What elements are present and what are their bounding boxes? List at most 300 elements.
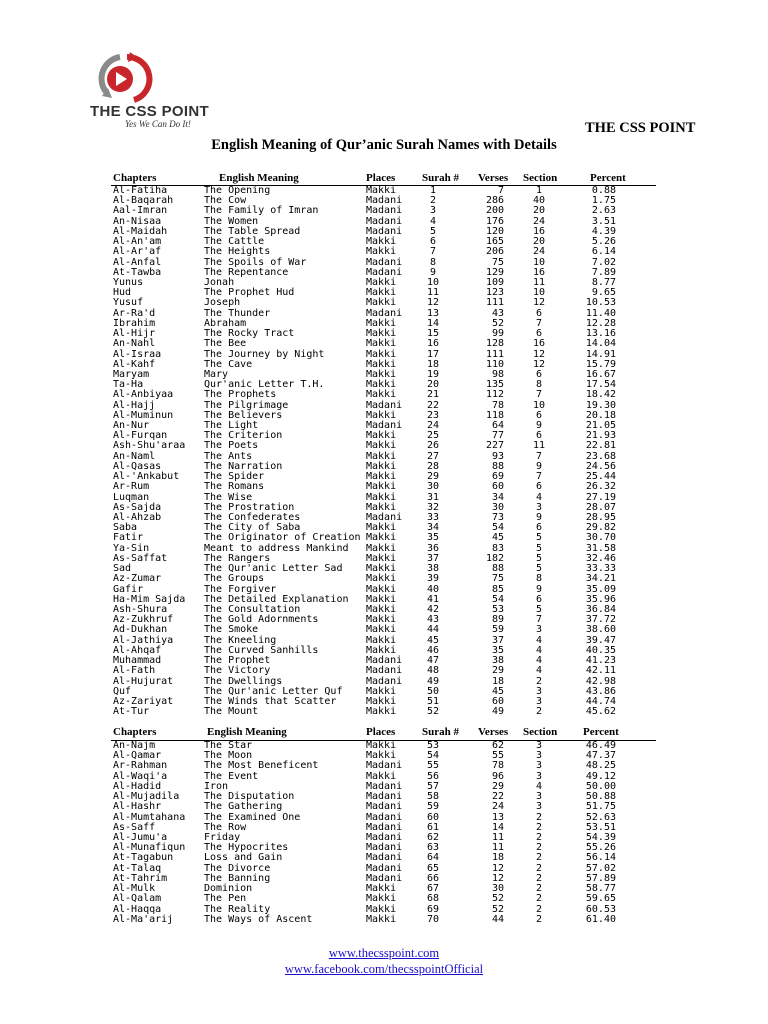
section-cell: 6 [535,522,543,534]
section-cell: 6 [535,430,543,442]
table-row [0,247,768,257]
english-meaning-cell: Meant to address Mankind [204,542,349,554]
percent-cell: 37.72 [585,614,616,626]
section-cell: 2 [535,903,543,915]
percent-cell: 35.09 [585,583,616,595]
english-meaning-cell: The Pen [204,893,247,905]
place-cell: Madani [366,842,403,854]
verses-cell: 78 [491,399,504,411]
surah-number-cell: 33 [426,512,440,523]
english-meaning-cell: The Cave [204,358,253,370]
section-cell: 10 [532,287,546,299]
english-meaning-cell: The Most Beneficent [204,760,319,772]
section-cell: 20 [532,205,546,217]
section-cell: 5 [535,603,543,615]
chapter-cell: Ta-Ha [113,379,144,391]
place-cell: Madani [366,225,403,237]
verses-cell: 18 [491,852,504,864]
section-cell: 6 [535,481,543,493]
chapter-cell: Al-Haqqa [113,903,162,915]
percent-cell: 28.95 [585,512,616,523]
chapter-cell: Al-An'am [113,236,162,248]
percent-cell: 21.05 [585,420,616,432]
section-cell: 3 [535,760,543,772]
english-meaning-cell: The Wise [204,491,253,503]
surah-number-cell: 28 [426,460,440,472]
surah-number-cell: 14 [426,317,440,329]
section-cell: 16 [532,266,546,278]
column-header-verses: Verses [478,726,509,738]
chapter-cell: Ad-Dukhan [113,624,168,636]
chapter-cell: Al-Kahf [113,358,156,370]
percent-cell: 8.77 [591,276,616,288]
english-meaning-cell: The Moon [204,750,253,762]
english-meaning-cell: The Gold Adornments [204,614,319,626]
chapter-cell: Muhammad [113,655,162,667]
verses-cell: 93 [491,450,504,462]
place-cell: Makki [366,276,397,288]
surah-number-cell: 4 [429,215,437,227]
section-cell: 2 [535,893,543,905]
website-link[interactable]: www.thecsspoint.com [328,946,440,960]
chapter-cell: An-Naml [113,450,156,462]
surah-number-cell: 27 [426,450,440,462]
surah-number-cell: 69 [426,903,440,915]
percent-cell: 7.89 [591,266,616,278]
place-cell: Makki [366,583,397,595]
verses-cell: 12 [491,862,504,874]
english-meaning-cell: The Spoils of War [204,256,307,268]
surah-number-cell: 52 [426,706,440,718]
percent-cell: 56.14 [585,852,616,864]
place-cell: Makki [366,903,397,915]
surah-number-cell: 3 [429,205,437,217]
place-cell: Madani [366,801,403,813]
section-cell: 10 [532,256,546,268]
percent-cell: 27.19 [585,491,616,503]
verses-cell: 96 [491,770,504,782]
place-cell: Madani [366,852,403,864]
chapter-cell: Al-Qalam [113,893,162,905]
verses-cell: 11 [491,842,504,854]
percent-cell: 19.30 [585,399,616,411]
surah-number-cell: 61 [426,821,440,833]
surah-number-cell: 30 [426,481,440,493]
verses-cell: 118 [485,409,504,421]
english-meaning-cell: The Thunder [204,307,271,319]
place-cell: Makki [366,593,397,605]
place-cell: Makki [366,563,397,575]
english-meaning-cell: The Victory [204,665,271,677]
verses-cell: 22 [491,791,504,803]
verses-cell: 54 [491,522,504,534]
percent-cell: 30.70 [585,532,616,544]
surah-number-cell: 67 [426,883,440,895]
chapter-cell: Ya-Sin [113,542,150,554]
place-cell: Madani [366,831,403,843]
english-meaning-cell: The Spider [204,471,265,483]
section-cell: 2 [535,862,543,874]
percent-cell: 54.39 [585,831,616,843]
section-cell: 7 [535,614,543,626]
place-cell: Makki [366,389,397,401]
english-meaning-cell: The Consultation [204,603,301,615]
chapter-cell: At-Tagabun [113,852,174,864]
percent-cell: 15.79 [585,358,616,370]
percent-cell: 7.02 [591,256,616,268]
section-cell: 2 [535,842,543,854]
percent-cell: 50.00 [585,780,616,792]
verses-cell: 62 [491,740,504,751]
verses-cell: 11 [491,831,504,843]
verses-cell: 89 [491,614,504,626]
percent-cell: 48.25 [585,760,616,772]
english-meaning-cell: The Rangers [204,552,271,564]
english-meaning-cell: The Table Spread [204,225,301,237]
surah-number-cell: 64 [426,852,440,864]
surah-number-cell: 1 [429,185,437,196]
english-meaning-cell: The Banning [204,872,271,884]
english-meaning-cell: The Groups [204,573,265,585]
verses-cell: 29 [491,665,504,677]
english-meaning-cell: The Rocky Tract [204,328,295,340]
english-meaning-cell: The Divorce [204,862,271,874]
english-meaning-cell: Loss and Gain [204,852,283,864]
surah-number-cell: 51 [426,695,440,707]
verses-cell: 75 [491,573,504,585]
table-row [0,666,768,676]
surah-number-cell: 13 [426,307,440,319]
section-cell: 3 [535,685,543,697]
place-cell: Makki [366,440,397,452]
place-cell: Makki [366,430,397,442]
english-meaning-cell: The Disputation [204,791,295,803]
place-cell: Makki [366,624,397,636]
english-meaning-cell: The Reality [204,903,271,915]
section-cell: 16 [532,225,546,237]
chapter-cell: Al-Ar'af [113,246,162,258]
section-cell: 16 [532,338,546,350]
chapter-cell: Az-Zariyat [113,695,174,707]
section-cell: 6 [535,328,543,340]
place-cell: Makki [366,913,397,925]
chapter-cell: Aal-Imran [113,205,168,217]
place-cell: Makki [366,317,397,329]
verses-cell: 60 [491,481,504,493]
surah-number-cell: 65 [426,862,440,874]
section-cell: 2 [535,913,543,925]
chapter-cell: Az-Zukhruf [113,614,174,626]
surah-number-cell: 16 [426,338,440,350]
verses-cell: 99 [491,328,504,340]
surah-number-cell: 60 [426,811,440,823]
column-header-chapters: Chapters [113,172,157,184]
verses-cell: 135 [485,379,504,391]
percent-cell: 11.40 [585,307,616,319]
column-header-percent: Percent [583,726,619,738]
place-cell: Makki [366,450,397,462]
chapter-cell: Hud [113,287,132,299]
page-title: English Meaning of Qur’anic Surah Names with Details [211,137,557,153]
chapter-cell: As-Saff [113,821,156,833]
verses-cell: 88 [491,460,504,472]
chapter-cell: As-Saffat [113,552,168,564]
section-cell: 7 [535,389,543,401]
surah-number-cell: 22 [426,399,440,411]
chapter-cell: Yusuf [113,297,144,309]
surah-number-cell: 18 [426,358,440,370]
surah-number-cell: 25 [426,430,440,442]
english-meaning-cell: The Star [204,740,253,751]
section-cell: 3 [535,791,543,803]
percent-cell: 10.53 [585,297,616,309]
verses-cell: 45 [491,532,504,544]
place-cell: Makki [366,328,397,340]
surah-number-cell: 44 [426,624,440,636]
english-meaning-cell: The Believers [204,409,283,421]
percent-cell: 61.40 [585,913,616,925]
section-cell: 3 [535,770,543,782]
verses-cell: 12 [491,872,504,884]
verses-cell: 37 [491,634,504,646]
place-cell: Makki [366,236,397,248]
place-cell: Madani [366,780,403,792]
column-header-section: Section [523,726,558,738]
chapter-cell: Al-Qasas [113,460,162,472]
column-header-chapters: Chapters [113,726,157,738]
percent-cell: 47.37 [585,750,616,762]
surah-number-cell: 43 [426,614,440,626]
percent-cell: 42.98 [585,675,616,687]
place-cell: Madani [366,512,403,523]
chapter-cell: Al-Mumtahana [113,811,186,823]
verses-cell: 123 [485,287,504,299]
percent-cell: 44.74 [585,695,616,707]
table-row [0,915,768,925]
section-cell: 6 [535,409,543,421]
place-cell: Makki [366,287,397,299]
section-cell: 4 [535,655,543,667]
surah-number-cell: 45 [426,634,440,646]
logo [90,48,240,130]
percent-cell: 17.54 [585,379,616,391]
percent-cell: 20.18 [585,409,616,421]
section-cell: 3 [535,624,543,636]
chapter-cell: Al-Fath [113,665,156,677]
column-header-english-meaning: English Meaning [207,726,287,738]
surah-number-cell: 9 [429,266,437,278]
surah-number-cell: 59 [426,801,440,813]
chapter-cell: Al-Muminun [113,409,174,421]
chapter-cell: Al-Jumu'a [113,831,168,843]
percent-cell: 16.67 [585,368,616,380]
verses-cell: 18 [491,675,504,687]
table-row [0,707,768,717]
english-meaning-cell: The Criterion [204,430,283,442]
header-brand: THE CSS POINT [585,120,696,136]
english-meaning-cell: Iron [204,780,229,792]
place-cell: Madani [366,791,403,803]
section-cell: 6 [535,593,543,605]
verses-cell: 120 [485,225,504,237]
verses-cell: 227 [485,440,504,452]
percent-cell: 55.26 [585,842,616,854]
english-meaning-cell: The Originator of Creation [204,532,361,544]
surah-number-cell: 58 [426,791,440,803]
place-cell: Madani [366,862,403,874]
surah-number-cell: 19 [426,368,440,380]
surah-number-cell: 39 [426,573,440,585]
section-cell: 5 [535,552,543,564]
place-cell: Makki [366,481,397,493]
verses-cell: 30 [491,883,504,895]
surah-number-cell: 31 [426,491,440,503]
english-meaning-cell: The Smoke [204,624,259,636]
chapter-cell: Maryam [113,368,150,380]
place-cell: Makki [366,185,397,196]
column-header-verses: Verses [478,172,509,184]
surah-number-cell: 53 [426,740,440,751]
section-cell: 2 [535,872,543,884]
facebook-link[interactable]: www.facebook.com/thecsspointOfficial [284,961,484,976]
verses-cell: 35 [491,644,504,656]
percent-cell: 52.63 [585,811,616,823]
surah-number-cell: 23 [426,409,440,421]
percent-cell: 36.84 [585,603,616,615]
percent-cell: 3.51 [591,215,616,227]
chapter-cell: Al-Qamar [113,750,162,762]
column-header-percent: Percent [590,172,626,184]
section-cell: 4 [535,491,543,503]
verses-cell: 75 [491,256,504,268]
surah-number-cell: 29 [426,471,440,483]
place-cell: Madani [366,420,403,432]
column-header-surah: Surah # [422,726,459,738]
column-header-places: Places [366,726,396,738]
chapter-cell: As-Sajda [113,501,162,513]
percent-cell: 50.88 [585,791,616,803]
surah-number-cell: 34 [426,522,440,534]
place-cell: Makki [366,491,397,503]
section-cell: 4 [535,644,543,656]
verses-cell: 85 [491,583,504,595]
section-cell: 7 [535,471,543,483]
section-cell: 3 [535,740,543,751]
place-cell: Makki [366,614,397,626]
surah-number-cell: 8 [429,256,437,268]
place-cell: Makki [366,368,397,380]
section-cell: 8 [535,379,543,391]
section-cell: 40 [532,195,546,207]
verses-cell: 54 [491,593,504,605]
section-cell: 9 [535,420,543,432]
chapter-cell: An-Nahl [113,338,156,350]
english-meaning-cell: The Romans [204,481,265,493]
place-cell: Makki [366,471,397,483]
verses-cell: 128 [485,338,504,350]
section-cell: 12 [532,348,546,360]
english-meaning-cell: The Row [204,821,247,833]
english-meaning-cell: The Ants [204,450,253,462]
surah-number-cell: 10 [426,276,440,288]
section-cell: 3 [535,501,543,513]
surah-number-cell: 12 [426,297,440,309]
column-header-places: Places [366,172,396,184]
english-meaning-cell: The Narration [204,460,283,472]
surah-number-cell: 68 [426,893,440,905]
verses-cell: 14 [491,821,504,833]
percent-cell: 43.86 [585,685,616,697]
place-cell: Makki [366,542,397,554]
chapter-cell: Al-Hashr [113,801,162,813]
surah-number-cell: 55 [426,760,440,772]
percent-cell: 53.51 [585,821,616,833]
verses-cell: 38 [491,655,504,667]
chapter-cell: Quf [113,685,132,697]
chapter-cell: Ha-Mim Sajda [113,593,186,605]
section-cell: 6 [535,307,543,319]
english-meaning-cell: The Examined One [204,811,301,823]
chapter-cell: Al-'Ankabut [113,471,180,483]
english-meaning-cell: The Winds that Scatter [204,695,337,707]
place-cell: Madani [366,655,403,667]
verses-cell: 55 [491,750,504,762]
place-cell: Makki [366,695,397,707]
place-cell: Makki [366,501,397,513]
place-cell: Makki [366,532,397,544]
place-cell: Makki [366,706,397,718]
verses-cell: 129 [485,266,504,278]
percent-cell: 51.75 [585,801,616,813]
verses-cell: 49 [491,706,504,718]
place-cell: Makki [366,634,397,646]
chapter-cell: At-Tawba [113,266,162,278]
table-row [0,802,768,812]
english-meaning-cell: The Hypocrites [204,842,289,854]
percent-cell: 39.47 [585,634,616,646]
english-meaning-cell: The Pilgrimage [204,399,289,411]
place-cell: Makki [366,740,397,751]
section-cell: 8 [535,573,543,585]
chapter-cell: Al-Waqi'a [113,770,168,782]
english-meaning-cell: The Detailed Explanation [204,593,349,605]
english-meaning-cell: Jonah [204,276,235,288]
english-meaning-cell: Dominion [204,883,253,895]
verses-cell: 52 [491,893,504,905]
verses-cell: 53 [491,603,504,615]
english-meaning-cell: Friday [204,831,241,843]
surah-number-cell: 70 [426,913,440,925]
chapter-cell: Al-Anbiyaa [113,389,174,401]
surah-number-cell: 2 [429,195,437,207]
verses-cell: 13 [491,811,504,823]
section-cell: 7 [535,317,543,329]
verses-cell: 7 [497,185,504,196]
column-header-section: Section [523,172,558,184]
percent-cell: 2.63 [591,205,616,217]
section-cell: 5 [535,532,543,544]
surah-number-cell: 42 [426,603,440,615]
surah-number-cell: 48 [426,665,440,677]
chapter-cell: Fatir [113,532,144,544]
english-meaning-cell: The Repentance [204,266,289,278]
percent-cell: 0.88 [591,185,616,196]
section-cell: 2 [535,675,543,687]
place-cell: Madani [366,811,403,823]
place-cell: Makki [366,644,397,656]
surah-number-cell: 11 [426,287,440,299]
percent-cell: 49.12 [585,770,616,782]
